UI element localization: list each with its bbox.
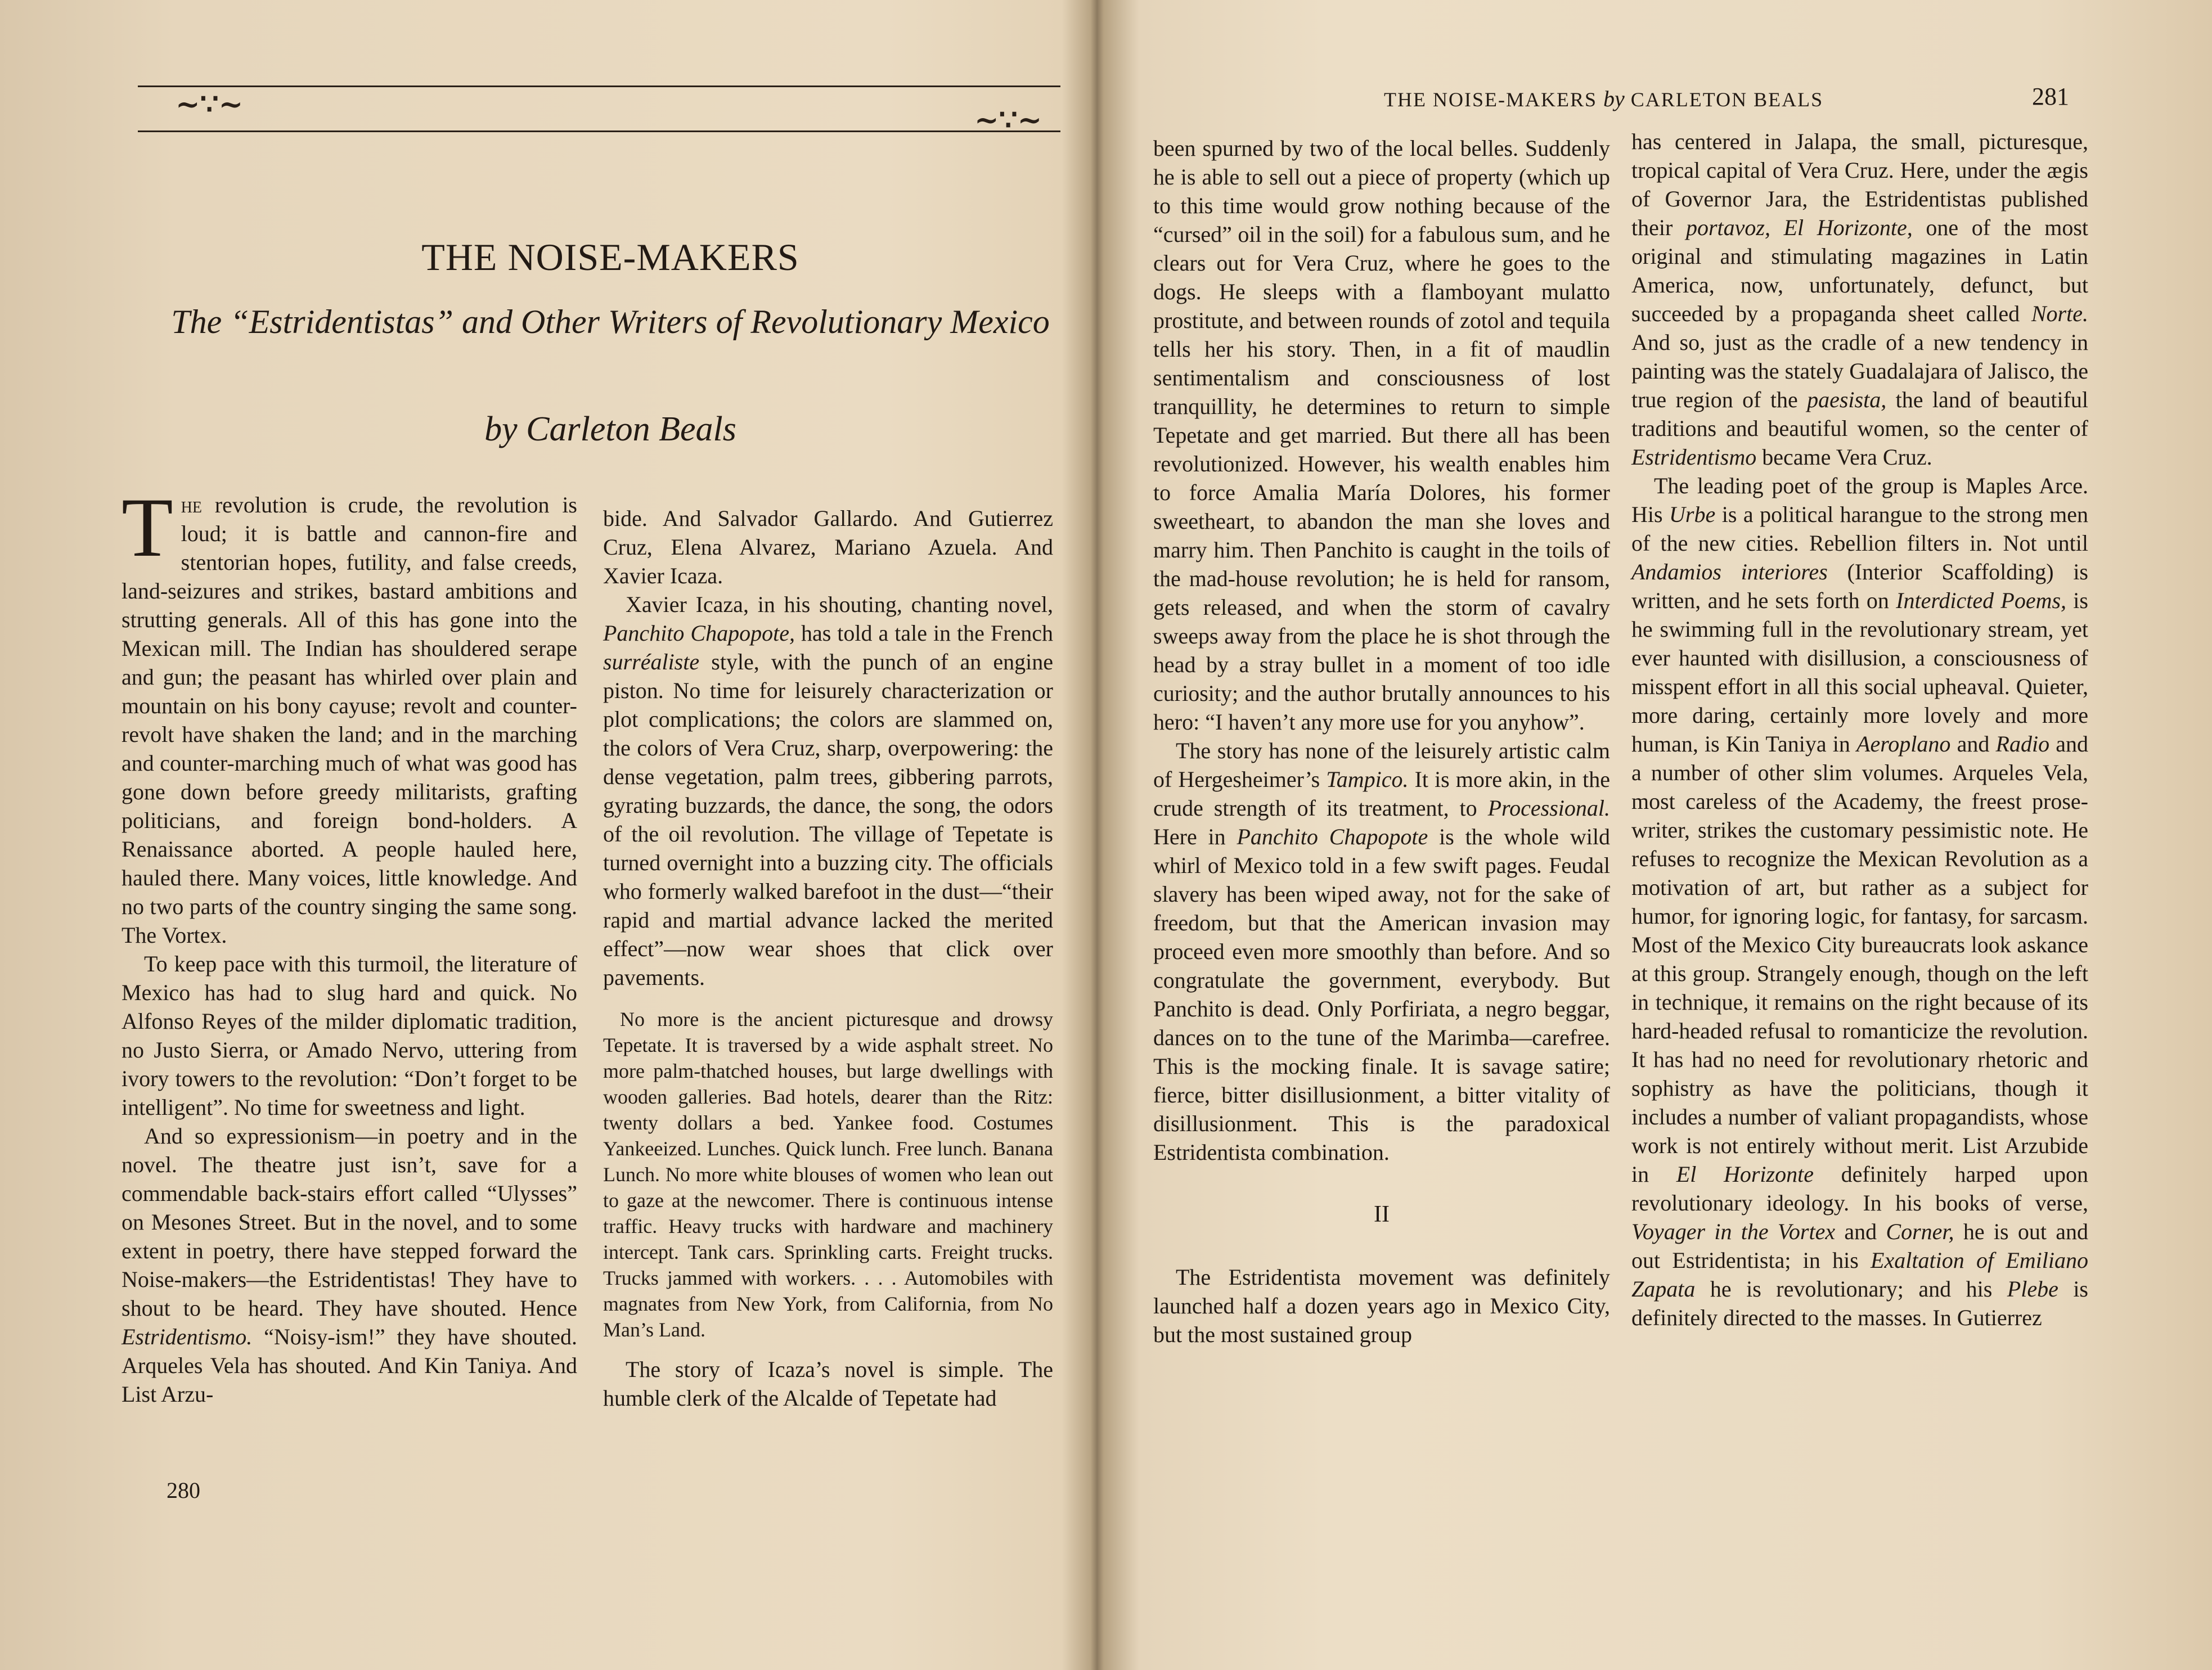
paragraph: The leading poet of the group is Maples Arce. His Urbe is a political harangue to the strong men of the new cities. Rebellion filters in. Not until Andamios interiores (Interior Scaffolding) is written, and he sets forth on Interdicted Poems, is he swimming full in the revolutionary stream, yet ever haunted with disillusion, a consciousness of misspent effort in all this social upheaval. Quieter, more daring, certainly more lovely and more human, is Kin Taniya in Aeroplano and Radio and a number of other slim volumes. Arqueles Vela, most careless of the Academy, the freest prose-writer, strikes the customary pessimistic note. He refuses to recognize the Mexican Revolution as a motivation of art, but rather as a subject for humor, for ignoring logic, for fantasy, for sarcasm. Most of the Mexico City bureaucrats look askance at this group. Strangely enough, though on the left in technique, it remains on the right because of its hard-headed refusal to romanticize the revolution. It has had no need for revolutionary rhetoric and sophistry as have the politicians, though it includes a number of valiant propagandists, whose work is not entirely without merit. List Arzubide in El Horizonte definitely harped upon revolutionary ideology. In his books of verse, Voyager in the Vortex and Corner, he is out and out Estridentista; in his Exaltation of Emiliano Zapata he is revolutionary; and his Plebe is definitely directed to the masses. In Gutierrez (1631, 473, 2089, 1330)
ornament-right: ~∵~ (974, 103, 1042, 137)
article-byline: by Carleton Beals (484, 410, 736, 448)
paragraph: The story has none of the leisurely artistic calm of Hergesheimer’s Tampico. It is more akin, in the crude strength of its treatment, to Processional. Here in Panchito Chapopote is the whole wild whirl of Mexico told in a few swift pages. Feudal slavery has been wiped away, not for the sake of freedom, but that the American invasion may proceed even more smoothly than before. And so congratulate the government, everybody. But Panchito is dead. Only Porfiriata, a negro beggar, dances on to the tune of the Marimba—carefree. This is the mocking finale. It is savage satire; fierce, bitter disillusionment, a bitter vitality of disillusionment. This is the paradoxical Estridentista combination. (1153, 738, 1610, 1165)
left-column-1 (122, 481, 577, 1408)
paragraph: The revolution is crude, the revolution is loud; it is battle and cannon-fire and stentorian hopes, futility, and false creeds, land-seizures and strikes, bastard ambitions and strutting generals. All of this has gone into the Mexican mill. The Indian has shouldered serape and gun; the peasant has whirled over plain and mountain on his bony cayuse; revolt and counter-revolt have shaken the land; and in the marching and counter-marching much of what was good has gone down before greedy militarists, grafting politicians, and foreign bond-holders. A Renaissance aborted. A people hauled here, hauled there. Many voices, little knowledge. And no two parts of the country singing the same song. The Vortex. (122, 481, 577, 948)
left-page (0, 0, 1091, 1670)
right-column-1 (1153, 134, 1610, 1349)
paragraph: The Estridentista movement was definitely launched half a dozen years ago in Mexico City, but the most sustained group (1153, 1264, 1610, 1347)
right-column-2 (1631, 127, 2088, 1332)
block-quote: No more is the ancient picturesque and drowsy Tepetate. It is traversed by a wide asphalt street. No more palm-thatched houses, but large dwellings with wooden galleries. Bad hotels, dearer than the Ritz: twenty dollars a bed. Yankee food. Costumes Yankeeized. Lunches. Quick lunch. Free lunch. Banana Lunch. No more white blouses of women who lean out to gaze at the newcomer. There is continuous intense traffic. Heavy trucks with hardware and machinery intercept. Tank cars. Sprinkling carts. Freight trucks. Trucks jammed with workers. . . . Automobiles with magnates from New York, from California, from No Man’s Land. (603, 1008, 1053, 1341)
paragraph: has centered in Jalapa, the small, picturesque, tropical capital of Vera Cruz. Here, under the ægis of Governor Jara, the Estridentistas published their portavoz, El Horizonte, one of the most original and stimulating magazines in Latin America, now, unfortunately, defunct, but succeeded by a propaganda sheet called Norte. And so, just as the cradle of a new tendency in painting was the stately Guadalajara of Jalisco, the true region of the paesista, the land of beautiful traditions and beautiful women, so the center of Estridentismo became Vera Cruz. (1631, 129, 2089, 470)
header-rule-top (138, 85, 1060, 87)
running-head: THE NOISE-MAKERS by CARLETON BEALS (1384, 86, 1824, 111)
ornament-left: ~∵~ (176, 87, 244, 121)
paragraph: And so expressionism—in poetry and in the novel. The theatre just isn’t, save for a commendable back-stairs effort called “Ulysses” on Mesones Street. But in the novel, and to some extent in poetry, there have stepped forward the Noise-makers—the Estridentistas! They have to shout to be heard. They have shouted. Hence Estridentismo. “Noisy-ism!” they have shouted. Arqueles Vela has shouted. And Kin Taniya. And List Arzu- (122, 1123, 577, 1407)
paragraph: Xavier Icaza, in his shouting, chanting novel, Panchito Chapopote, has told a tale in the French surréaliste style, with the punch of an engine piston. No time for leisurely characterization or plot complications; the colors are slammed on, the colors of Vera Cruz, sharp, overpowering: the dense vegetation, palm trees, gibbering parrots, gyrating buzzards, the dance, the song, the odors of the oil revolution. The village of Tepetate is turned overnight into a buzzing city. The officials who formerly walked barefoot in the dust—“their rapid and martial advance lacked the merited effect”—now wear shoes that click over pavements. (603, 592, 1053, 990)
header-rule-bottom (138, 130, 1060, 132)
page-number-left: 280 (167, 1478, 200, 1503)
left-column-2 (603, 504, 1053, 1412)
article-title: THE NOISE-MAKERS (421, 236, 799, 278)
paragraph: The story of Icaza’s novel is simple. The humble clerk of the Alcalde of Tepetate had (603, 1357, 1053, 1411)
paragraph: To keep pace with this turmoil, the literature of Mexico has had to slug hard and quick. No Alfonso Reyes of the milder diplomatic tradition, no Justo Sierra, or Amado Nervo, uttering from ivory towers to the revolution: “Don’t forget to be intelligent”. No time for sweetness and light. (122, 951, 577, 1120)
drop-cap: T (122, 481, 173, 574)
paragraph: been spurned by two of the local belles. Suddenly he is able to sell out a piece of property (which up to this time would grow nothing because of the “cursed” oil in the soil) for a fabulous sum, and he clears out for Vera Cruz, where he goes to the dogs. He sleeps with a flamboyant mulatto prostitute, and between rounds of zotol and tequila tells her his story. Then, in a fit of maudlin sentimentalism and consciousness of lost tranquillity, he determines to return to simple Tepetate and get married. But there all has been revolutionized. However, his wealth enables him to force Amalia María Dolores, his former sweetheart, to abandon the man she loves and marry him. Then Panchito is caught in the toils of the mad-house revolution; he is held for ransom, gets released, and when the storm of cavalry sweeps away from the place he is shot through the head by a stray bullet in a moment of too idle curiosity; and the author brutally announces to his hero: “I haven’t any more use for you anyhow”. (1153, 136, 1610, 735)
page-number-right: 281 (2032, 83, 2069, 110)
right-page (1103, 0, 2212, 1670)
paragraph: bide. And Salvador Gallardo. And Gutierrez Cruz, Elena Alvarez, Mariano Azuela. And Xavier Icaza. (603, 506, 1053, 588)
article-subtitle: The “Estridentistas” and Other Writers of Revolutionary Mexico (171, 303, 1050, 340)
section-number: II (1374, 1201, 1390, 1227)
